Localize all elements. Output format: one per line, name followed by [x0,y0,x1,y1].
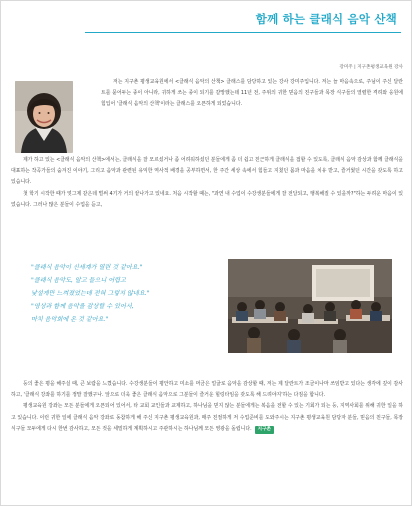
author-portrait [15,81,73,153]
body-bottom [11,379,403,435]
quote-line: 마치 음악회에 온 것 같아요." [31,315,109,323]
paragraph-first-semester: 첫 학기 시작한 때가 엊그제 같은데 벌써 4기가 거의 끝나가고 있네요. 처음 시작할 때는, "과연 내 수업이 수강생분들에게 잘 전달되고, 행복해질 수 있을까?"하는 두려운 마음이 있었습니다. 그러나 많은 분들이 수업을 듣고, [11,190,403,208]
quote-line: "클래식 음악이 신세계가 열린 것 같아요." [31,264,143,271]
paragraph-reflection: 등의 좋은 평을 해주실 때, 큰 보람을 느꼈습니다. 수강생분들이 평안하고 미소를 머금은 얼굴로 음악을 감상할 때, 저는 제 달란트가 조금이나마 쓰임받고 있다는 생각에 깊이 감사하고, '클래식 강좌를 하기를 정말 잘했구나. 앞으로 더욱 좋은 클래식 음악으로 그분들이 즐거운 힐링타임을 갖도록 해 드려야지'하는 다짐을 합니다. [11,381,403,399]
body-top [11,155,403,211]
section-tag: 지구촌 [255,426,274,434]
title-divider [85,32,401,33]
paragraph-curriculum: 제가 하고 있는 <클래식 음악의 산책>에서는, 클래식을 잘 모르셨거나 좀 어려워하셨던 분들에게 좀 더 쉽고 친근하게 클래식을 접할 수 있도록, 클래식 음악 감상과 함께 클래식을 대표하는 작곡가들의 숨겨진 이야기, 그리고 음악과 관련된 유익한 역사적 배경을 공부하면서, 한 주간 세상 속에서 힘들고 지쳤던 몸과 마음을 치유 받고, 즐거웠던 시간을 갖도록 하고 있습니다. [11,157,403,186]
intro-paragraph [101,77,403,111]
quote-line: 낯설게만 느껴졌었는데 전혀 그렇지 않네요." [31,289,150,297]
classroom-photo [228,259,392,353]
quote-line: "클래식 음악도, 알고 들으니 어렵고 [31,276,126,284]
closing-text: 평생교육원 강좌는 모든 분들에게 오픈되어 있어서, 타 교회 교인들과 교제하고, 하나님을 믿지 않는 분들에게는 복음을 전할 수 있는 기회가 되는 등, 지역사회를 위해 귀한 일을 하고 있습니다. 이런 귀한 일에 클래식 음악 강좌로 동참하게 해 주신 지구촌 평생교육원과, 매주 친절하게 저 수업준비를 도와주시는 지구촌 평생교육원 담당자 분들, 믿음의 친구들, 목장 식구들 모두에게 다시 한번 감사하고, 모든 것을 세밀하게 계획하시고 주관하시는 하나님께 모든 영광을 돌립니다. [11,403,403,432]
paragraph-closing [11,401,403,435]
quote-line: "영상과 함께 음악을 감상할 수 있어서, [31,302,134,310]
author-byline: 강미주 | 지구촌평생교육원 강사 [339,65,403,70]
article-title: 함께 하는 클래식 음악 산책 [255,12,397,26]
student-quotes [31,262,227,327]
intro-text: 저는 지구촌 평생교육원에서 <클래식 음악의 산책> 클래스를 담당하고 있는 강사 강미주입니다. 저는 늘 마음속으로, 주님이 주신 달란트를 묻어두는 종이 아니라, 귀하게 쓰는 종이 되기를 갈망했는데 11년 전, 주위의 귀한 믿음의 친구들과 목장 식구들의 열렬한 격려와 응원에 힘입어 '클래식 음악의 산책'이라는 클래스를 오픈하게 되었습니다. [101,79,403,108]
